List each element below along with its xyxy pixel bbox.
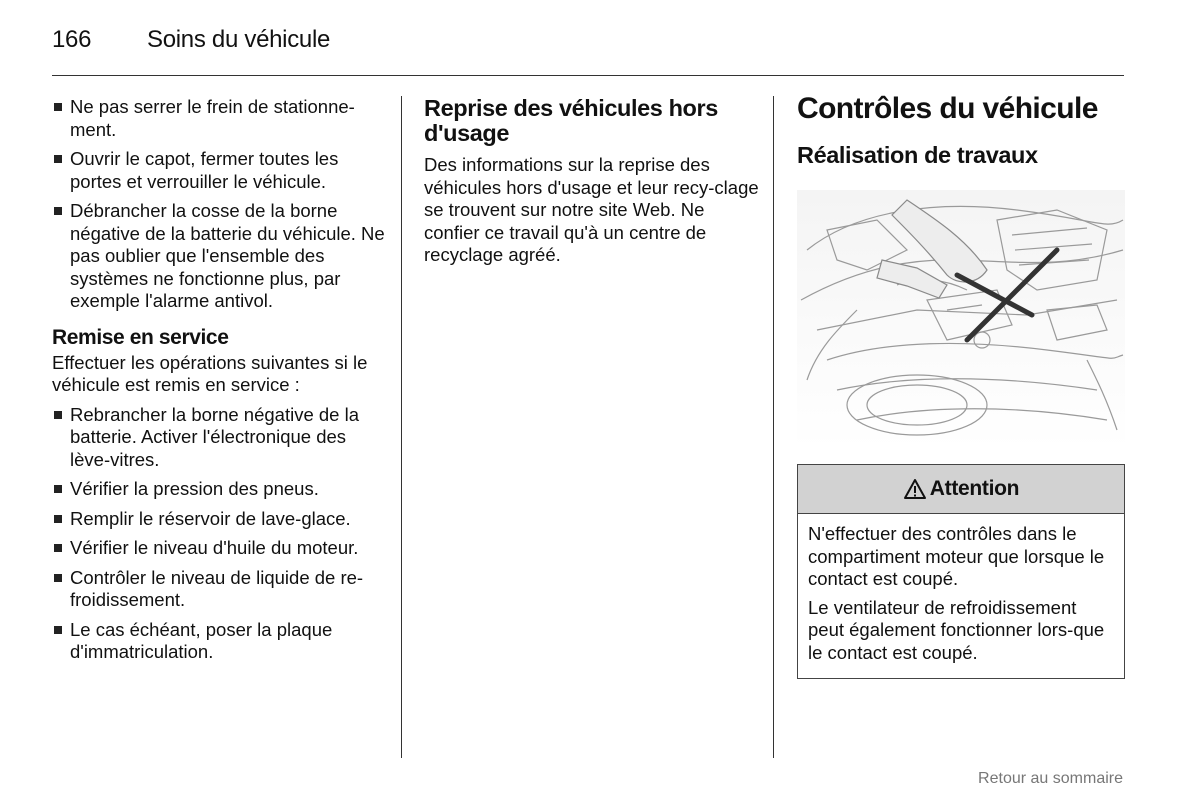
remise-intro: Effectuer les opérations suivantes si le véhicule est remis en service : [52,351,368,395]
warning-box [797,464,1125,679]
list-item: Vérifier le niveau d'huile du moteur. [52,537,388,560]
column-divider [773,96,774,758]
column-right [797,92,1127,679]
controles-heading: Contrôles du véhicule [797,92,1098,125]
warning-paragraph: N'effectuer des contrôles dans le compartiment moteur que lorsque le contact est coupé. [808,523,1105,589]
warning-paragraph: Le ventilateur de refroidissement peut également fonctionner lors-que le contact est coupé. [808,596,1105,663]
remise-heading: Remise en service [52,325,229,349]
list-item: Ne pas serrer le frein de stationne-ment. [52,96,388,141]
back-to-contents-link[interactable]: Retour au sommaire [978,770,1123,787]
warning-header [798,465,1124,514]
column-left [52,96,388,671]
warning-body [798,514,1124,678]
list-item: Vérifier la pression des pneus. [52,478,388,501]
page-number: 166 [52,26,92,53]
realisation-subheading: Réalisation de travaux [797,142,1038,168]
engine-bay-illustration [797,190,1125,450]
list-item: Ouvrir le capot, fermer toutes les portes et verrouiller le véhicule. [52,148,388,193]
header-rule [52,75,1124,76]
reprise-body: Des informations sur la reprise des véhicules hors d'usage et leur recy-clage se trouvent sur notre site Web. Ne confier ce travail qu'à un centre de recyclage agréé. [424,154,759,265]
list-item: Le cas échéant, poser la plaque d'immatriculation. [52,619,388,664]
bullet-list [52,96,388,313]
warning-triangle-icon [903,478,927,500]
engine-bay-drawing [797,190,1125,450]
list-item: Débrancher la cosse de la borne négative de la batterie du véhicule. Ne pas oublier que l'ensemble des systèmes ne fonctionne plus, par exemple l'alarme antivol. [52,200,388,313]
section-title: Soins du véhicule [147,26,331,53]
list-item: Rebrancher la borne négative de la batterie. Activer l'électronique des lève-vitres. [52,404,388,472]
column-middle [424,96,760,274]
reprise-heading: Reprise des véhicules hors d'usage [424,95,718,146]
bullet-list [52,404,388,664]
list-item: Contrôler le niveau de liquide de re-froidissement. [52,567,388,612]
warning-title: Attention [929,476,1020,500]
column-divider [401,96,402,758]
list-item: Remplir le réservoir de lave-glace. [52,508,388,531]
